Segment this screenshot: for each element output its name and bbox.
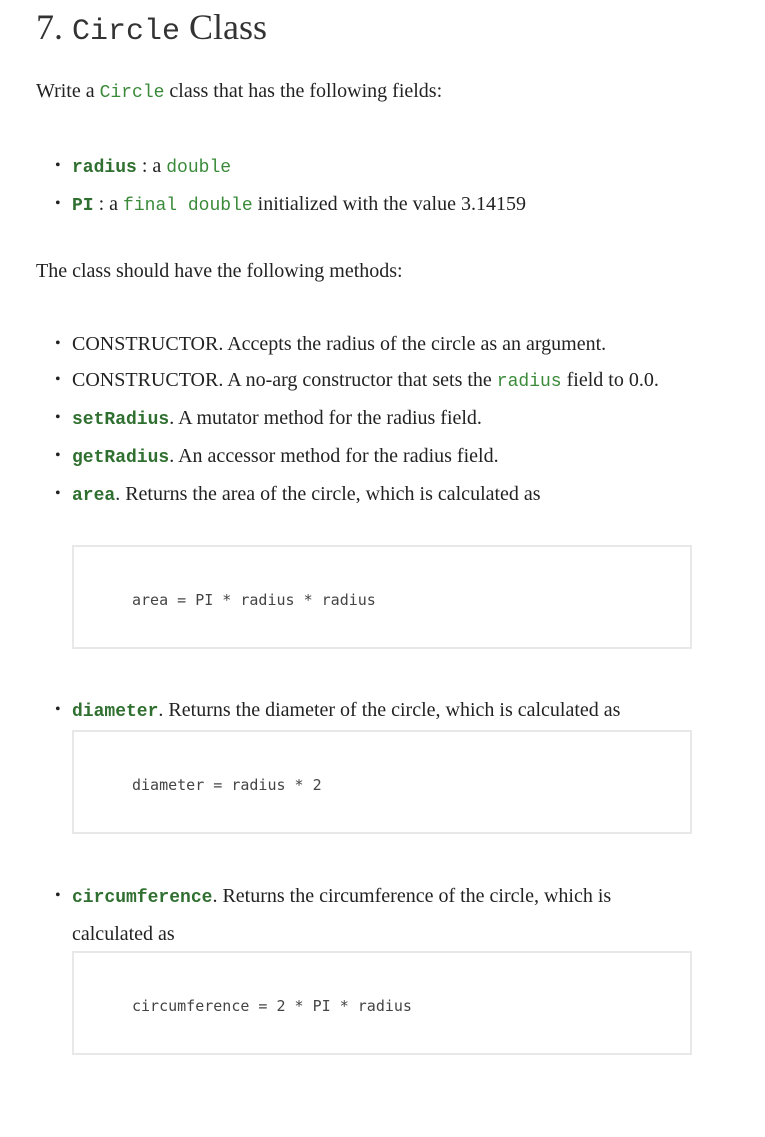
methods-list — [36, 326, 692, 514]
methods-list-cont2 — [36, 878, 692, 952]
section-title — [36, 6, 267, 49]
method-name: area — [72, 486, 116, 506]
title-word: Class — [189, 7, 268, 47]
code-block-area — [72, 545, 692, 649]
field-type: final double — [123, 196, 253, 216]
code-block-diameter — [72, 730, 692, 834]
inline-code: radius — [496, 372, 562, 392]
list-item: • CONSTRUCTOR. A no-arg constructor that sets the radius field to 0.0. — [36, 362, 692, 400]
list-item: • area. Returns the area of the circle, which is calculated as — [36, 476, 692, 514]
methods-list-cont — [36, 692, 620, 730]
formula-circumference: circumference = 2 * PI * radius — [132, 997, 412, 1015]
code-block-circumference — [72, 951, 692, 1055]
method-label: CONSTRUCTOR — [72, 333, 219, 355]
list-item: • setRadius. A mutator method for the radius field. — [36, 400, 692, 438]
method-name: circumference — [72, 888, 213, 908]
class-name-code: Circle — [99, 83, 165, 103]
list-item: • radius : a double — [36, 148, 526, 186]
field-name: radius — [72, 158, 137, 178]
method-label: CONSTRUCTOR — [72, 369, 219, 391]
method-name: diameter — [72, 702, 159, 722]
method-name: getRadius — [72, 448, 170, 468]
list-item: • getRadius. An accessor method for the radius field. — [36, 438, 692, 476]
methods-intro: The class should have the following methods: — [36, 260, 403, 282]
method-name: setRadius — [72, 410, 170, 430]
field-type: double — [166, 158, 232, 178]
formula-diameter: diameter = radius * 2 — [132, 776, 322, 794]
fields-list — [36, 148, 526, 224]
field-name: PI — [72, 196, 94, 216]
formula-area: area = PI * radius * radius — [132, 591, 376, 609]
list-item: • diameter. Returns the diameter of the circle, which is calculated as — [36, 692, 620, 730]
list-item: • CONSTRUCTOR. Accepts the radius of the circle as an argument. — [36, 326, 692, 362]
list-item: • circumference. Returns the circumference of the circle, which is calculated as — [36, 878, 692, 952]
title-number: 7. — [36, 7, 63, 47]
list-item: • PI : a final double initialized with the value 3.14159 — [36, 186, 526, 224]
title-code: Circle — [72, 15, 181, 49]
intro-text: Write a Circle class that has the following fields: — [36, 80, 443, 103]
